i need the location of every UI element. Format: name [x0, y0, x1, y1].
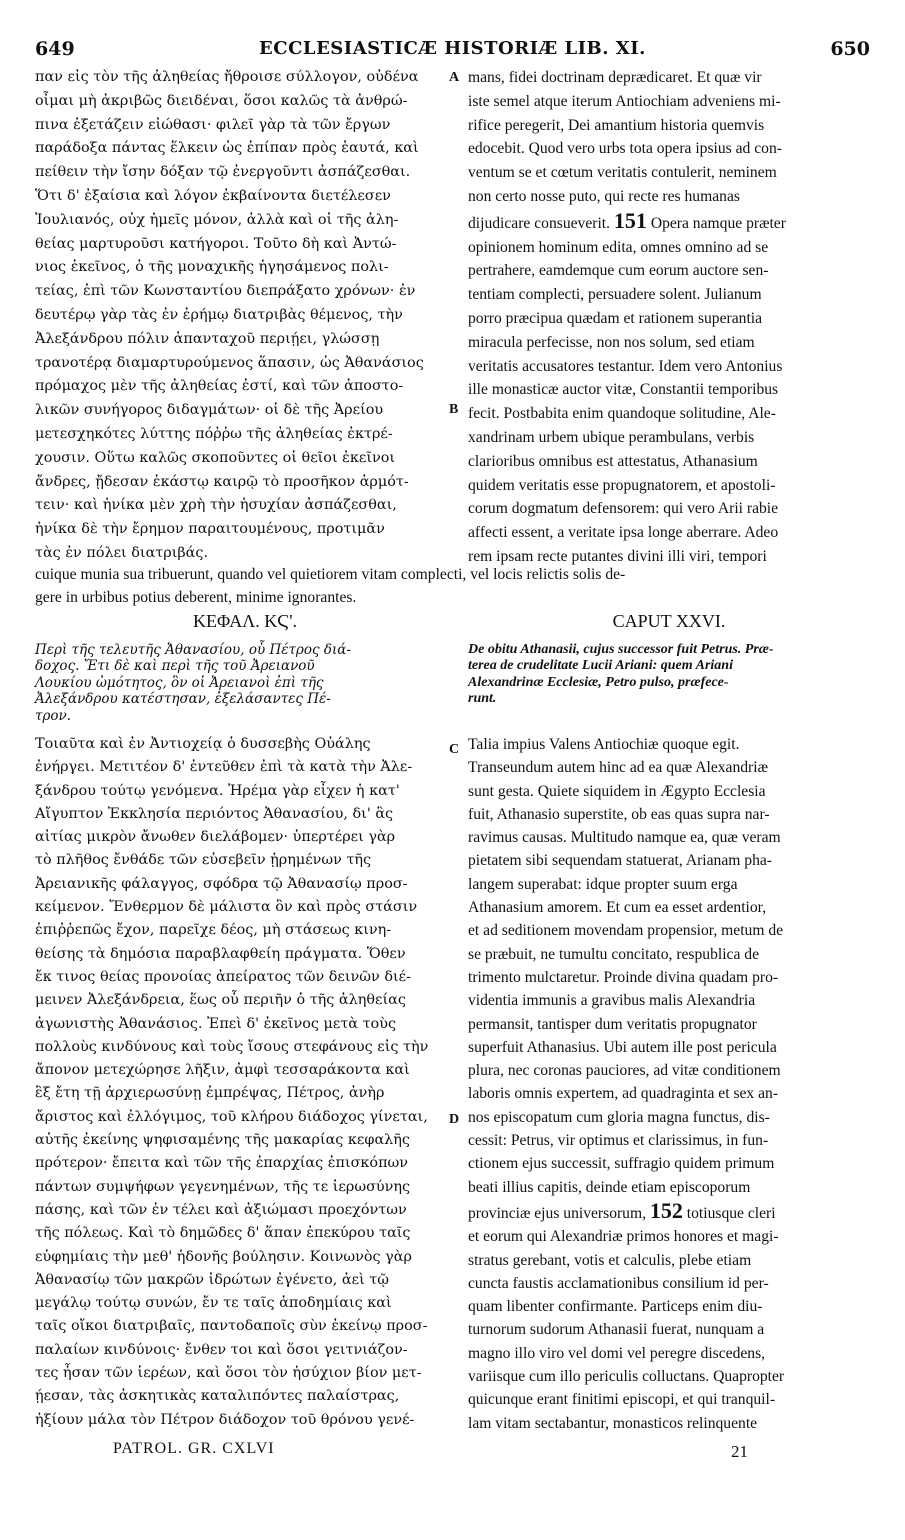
greek-text-line: ξάνδρου τούτῳ γενόμενα. Ἠρέμα γὰρ εἶχεν ἡ κατ': [35, 782, 400, 799]
greek-text-line: παν εἰς τὸν τῆς ἀληθείας ἤθροισε σύλλογον, οὐδένα: [35, 69, 419, 85]
latin-text-line: et eorum qui Alexandriæ primos honores et magi-: [468, 1228, 779, 1246]
summary-line: τρον.: [35, 707, 72, 724]
continuation-text: [35, 563, 870, 609]
latin-column-bottom: [468, 733, 870, 1435]
greek-text-line: μεγάλῳ τούτῳ συνών, ἔν τε ταῖς ἀποδημίαις καὶ: [35, 1295, 392, 1312]
greek-text-line: Ἀλεξάνδρου πόλιν ἁπανταχοῦ περιῄει, γλώσσῃ: [35, 330, 380, 347]
greek-text-line: τὸ πλῆθος ἔνθάδε τῶν εὐσεβεῖν ᾑρημένων τῆς: [35, 852, 372, 869]
greek-column-top: [35, 66, 455, 566]
greek-text-line: Αἴγυπτον Ἐκκλησία περιόντος Ἀθανασίου, δι' ἃς: [35, 805, 394, 822]
greek-text-line: οἶμαι μὴ ἀκριβῶς διειδέναι, ὅσοι καλῶς τὰ ἀνθρώ-: [35, 92, 408, 109]
summary-line: runt.: [468, 691, 497, 707]
latin-text-line: dijudicare consueverit. 151 Opera namque præter: [468, 207, 786, 233]
latin-column-top: [468, 66, 870, 569]
running-title: ECCLESIASTICÆ HISTORIÆ LIB. XI.: [259, 38, 646, 59]
greek-text-line: Ἰουλιανός, οὐχ ἡμεῖς μόνον, ἀλλὰ καὶ οἱ τῆς ἀλη-: [35, 211, 399, 228]
footer-signature: PATROL. GR. CXLVI: [113, 1440, 275, 1457]
greek-text-line: κείμενον. Ἔνθερμον δὲ μάλιστα ὂν καὶ πρὸς στάσιν: [35, 899, 418, 916]
greek-text-line: τες ἦσαν τῶν ἱερέων, καὶ ὅσοι τὸν ἡσύχιον βίον μετ-: [35, 1365, 422, 1382]
greek-text-line: πείθειν τὴν ἴσην δόξαν τῷ ἐνεργοῦντι ἀσπάζεσθαι.: [35, 164, 411, 181]
greek-text-line: τείας, ἐπὶ τῶν Κωνσταντίου διεπράξατο χρόνων· ἐν: [35, 283, 416, 300]
page-number-right: 650: [830, 38, 870, 60]
latin-text-line: variisque cum illo periculis colluctans. Quapropter: [468, 1368, 785, 1386]
latin-text-line: superfuit Athanasius. Ubi autem ille post pericula: [468, 1038, 777, 1056]
greek-text-line: ἓξ ἔτη τῇ ἀρχιερωσύνῃ ἐμπρέψας, Πέτρος, ἀνὴρ: [35, 1085, 385, 1102]
greek-text-line: μεινεν Ἀλεξάνδρεια, ἕως οὗ περιῆν ὁ τῆς ἀληθείας: [35, 992, 406, 1009]
latin-text-line: trimento mulctaretur. Proinde divina quadam pro-: [468, 968, 779, 986]
latin-text-line: pertrahere, eamdemque cum eorum auctore sen-: [468, 262, 769, 280]
page-number-left: 649: [35, 38, 75, 60]
latin-text-line: magno illo viro vel domi vel peregre discedens,: [468, 1344, 766, 1362]
latin-text-line: pietatem sibi sequendam statuerat, Arianam pha-: [468, 852, 772, 870]
greek-text-line: παλαίων κινδύνοις· ἔνθεν τοι καὶ ὅσοι γειτνιάζον-: [35, 1341, 408, 1358]
latin-text-line: corum dogmatum defensorem: qui vero Arii rabie: [468, 500, 779, 518]
latin-text-line: fecit. Postbabita enim quandoque solitudine, Ale-: [468, 405, 776, 423]
greek-text-line: ἠξίουν μάλα τὸν Πέτρον διάδοχον τοῦ θρόνου γενέ-: [35, 1411, 415, 1428]
latin-text-line: Talia impius Valens Antiochiæ quoque egit.: [468, 736, 740, 753]
greek-text-line: ῄεσαν, τὰς ἀσκητικὰς καταλιπόντες παλαίστρας,: [35, 1388, 400, 1405]
latin-text-line: rem ipsam recte putantes divini illi viri, tempori: [468, 547, 767, 565]
greek-text-line: Ἀθανασίῳ τῶν μακρῶν ἱδρώτων ἐγένετο, ἀεὶ τῷ: [35, 1271, 389, 1288]
chapter-summary-latin: [468, 642, 870, 708]
greek-text-line: μετεσχηκότες λύττης πόῤῥω τῆς ἀληθείας ἐκτρέ-: [35, 425, 393, 442]
latin-text-line: turnorum sudorum Athanasii fuerat, nunquam a: [468, 1321, 765, 1339]
latin-text-line: Athanasium amorem. Et cum ea esset ardentior,: [468, 899, 767, 917]
summary-line: De obitu Athanasii, cujus successor fuit Petrus. Præ-: [468, 642, 774, 657]
summary-line: Λουκίου ὠμότητος, ὃν οἱ Ἀρειανοὶ ἐπὶ τῆς: [35, 674, 324, 691]
greek-text-line: νιος ἐκεῖνος, ὁ τῆς μοναχικῆς ἡγησάμενος πολι-: [35, 259, 389, 276]
latin-text-line: non certo nosse puto, qui recte res humanas: [468, 187, 740, 205]
latin-text-line: opinionem hominum edita, omnes omnino ad se: [468, 238, 769, 256]
greek-text-line: τῆς πόλεως. Καὶ τὸ δημῶδες δ' ἅπαν ἐπεκύρου ταῖς: [35, 1225, 411, 1242]
margin-mark-d: D: [449, 1112, 460, 1127]
greek-text-line: πάντων συμψήφων γεγενημένων, τῆς τε ἱερωσύνης: [35, 1178, 411, 1195]
greek-text-line: ἔκ τινος θείας προνοίας ἀπείρατος τῶν δεινῶν διέ-: [35, 968, 411, 985]
greek-text-line: ἀγωνιστὴς Ἀθανάσιος. Ἐπεὶ δ' ἐκεῖνος μετὰ τοὺς: [35, 1015, 397, 1032]
greek-text-line: τὰς ἐν πόλει διατριβάς.: [35, 544, 209, 561]
greek-text-line: αὐτῆς ἐκείνης ψηφισαμένης τῆς μακαρίας κεφαλῆς: [35, 1132, 410, 1149]
latin-text-line: iste semel atque iterum Antiochiam adveniens mi-: [468, 92, 781, 110]
greek-text-line: χουσιν. Οὕτω καλῶς σκοποῦντες οἱ θεῖοι ἐκεῖνοι: [35, 449, 396, 466]
latin-text-line: miracula perfecisse, non nos solum, sed etiam: [468, 333, 755, 351]
latin-text-line: sunt gesta. Quiete siquidem in Ægypto Ecclesia: [468, 782, 766, 800]
greek-text-line: ἐπιῤῥεπῶς ἔχον, παρεῖχε δέος, μὴ στάσεως κινη-: [35, 922, 392, 939]
margin-mark-c: C: [449, 742, 460, 757]
chapter-heading-greek: ΚΕΦΑΛ. ΚϚ'.: [192, 611, 298, 631]
latin-text-line: mans, fidei doctrinam deprædicaret. Et quæ vir: [468, 69, 762, 86]
greek-text-line: τειν· καὶ ἡνίκα μὲν χρὴ τὴν ἡσυχίαν ἀσπάζεσθαι,: [35, 497, 397, 514]
chapter-heading-latin: CAPUT XXVI.: [612, 611, 726, 631]
latin-text-line: se præbuit, ne tumultu concitato, respublica de: [468, 945, 760, 963]
latin-text-line: porro præcipua quædam et rationem superantia: [468, 309, 763, 327]
greek-text-line: παράδοξα πάντας ἕλκειν ὡς ἐπίπαν πρὸς ἑαυτά, καὶ: [35, 140, 419, 157]
latin-text-line: edocebit. Quod vero urbs tota opera ipsius ad con-: [468, 140, 782, 158]
latin-text-line: veritatis accusatores testantur. Idem vero Antonius: [468, 357, 783, 375]
greek-text-line: τρανοτέρᾳ διαμαρτυρούμενος ἅπασιν, ὡς Ἀθανάσιος: [35, 354, 424, 371]
page-header: [35, 38, 870, 62]
latin-text-line: tentiam complecti, persuadere solent. Julianum: [468, 286, 762, 304]
latin-text-line: permansit, tantisper dum veritatis propugnator: [468, 1015, 757, 1033]
greek-text-line: ἄριστος καὶ ἐλλόγιμος, τοῦ κλήρου διάδοχος γίνεται,: [35, 1108, 428, 1125]
latin-text-line: Transeundum autem hinc ad ea quæ Alexandriæ: [468, 759, 768, 777]
latin-text-line: ille monasticæ auctor vitæ, Constantii temporibus: [468, 381, 779, 399]
greek-text-line: Ἀρειανικῆς φάλαγγος, σφόδρα τῷ Ἀθανασίῳ προσ-: [35, 875, 408, 892]
latin-text-line: cuncta faustis acclamationibus consilium id per-: [468, 1274, 769, 1292]
footer-number: 21: [731, 1442, 748, 1461]
latin-text-line: cuique munia sua tribuerunt, quando vel quietiorem vitam complecti, vel locis relictis solis de-: [35, 566, 626, 583]
latin-text-line: beati illius capitis, deinde etiam episcoporum: [468, 1178, 751, 1196]
greek-text-line: ἐνήργει. Μετιτέον δ' ἐντεῦθεν ἐπὶ τὰ κατὰ τὴν Ἀλε-: [35, 759, 413, 776]
latin-text-line: provinciæ ejus universorum, 152 totiusque cleri: [468, 1197, 776, 1223]
latin-text-line: quam libenter confirmante. Particeps enim diu-: [468, 1298, 763, 1316]
latin-text-line: affecti essent, a veritate ipsa longe aberrare. Adeo: [468, 524, 779, 542]
latin-text-line: clarioribus omnibus est attestatus, Athanasium: [468, 452, 758, 470]
latin-text-line: ventum se et cœtum veritatis contulerit, neminem: [468, 164, 777, 182]
greek-text-line: αἰτίας μικρὸν ἄνωθεν διελάβομεν· ὑπερτέρει γὰρ: [35, 829, 396, 846]
greek-text-line: πρότερον· ἔπειτα καὶ τῶν τῆς ἐπαρχίας ἐπισκόπων: [35, 1155, 409, 1172]
greek-text-line: πρόμαχος μὲν τῆς ἀληθείας ἐστί, καὶ τῶν ἀποστο-: [35, 378, 404, 395]
margin-mark-a: A: [449, 70, 460, 85]
greek-text-line: ἄπονον μετεχώρησε λῆξιν, ἀμφὶ τεσσαράκοντα καὶ: [35, 1062, 410, 1079]
latin-text-line: quicunque erant finitimi episcopi, et qui tranquil-: [468, 1391, 776, 1409]
latin-text-line: laboris omnis expertem, ad quadraginta et sex an-: [468, 1085, 779, 1103]
latin-text-line: rifice peregerit, Dei amantium historia quemvis: [468, 116, 765, 134]
latin-text-line: fuit, Athanasio superstite, ob eas quas supra nar-: [468, 805, 770, 823]
latin-text-line: quidem veritatis esse propugnatorem, et apostoli-: [468, 476, 776, 494]
greek-text-line: πολλοὺς κινδύνους καὶ τοὺς ἴσους στεφάνους εἰς τὴν: [35, 1038, 429, 1055]
latin-text-line: nos episcopatum cum gloria magna functus, dis-: [468, 1108, 770, 1126]
greek-text-line: Ὅτι δ' ἐξαίσια καὶ λόγον ἐκβαίνοντα διετέλεσεν: [35, 187, 391, 204]
greek-text-line: λικῶν συνήγορος διδαγμάτων· οἱ δὲ τῆς Ἀρείου: [35, 402, 384, 419]
greek-text-line: ταῖς οἴκοι διατριβαῖς, παντοδαποῖς σὺν ἐκείνῳ προσ-: [35, 1318, 428, 1335]
summary-line: Περὶ τῆς τελευτῆς Ἀθανασίου, οὗ Πέτρος διά-: [35, 642, 351, 658]
greek-text-line: θείας μαρτυροῦσι κατήγοροι. Τοῦτο δὴ καὶ Ἀντώ-: [35, 235, 397, 252]
latin-text-line: stratus gerebant, votis et calculis, plebe etiam: [468, 1251, 752, 1269]
page-marker: 152: [649, 1197, 683, 1223]
latin-text-line: langem superabat: idque propter suum erga: [468, 875, 738, 893]
latin-text-line: lam vitam sectabantur, monasticos relinquente: [468, 1414, 758, 1432]
latin-text-line: et ad seditionem movendam propensior, metum de: [468, 922, 784, 940]
greek-text-line: εὐφημίαις τὴν μεθ' ἡδονῆς βούλησιν. Κοινωνὸς γὰρ: [35, 1248, 412, 1265]
summary-line: δοχος. Ἔτι δὲ καὶ περὶ τῆς τοῦ Ἀρειανοῦ: [35, 658, 315, 675]
latin-text-line: gere in urbibus potius deberent, minime ignorantes.: [35, 589, 357, 606]
latin-text-line: ctionem ejus successit, suffragio quidem primum: [468, 1155, 775, 1173]
chapter-summary-greek: [35, 642, 455, 724]
greek-text-line: πάσης, καὶ τῶν ἐν τέλει καὶ ἀξιώμασι προεχόντων: [35, 1201, 407, 1218]
latin-text-line: videntia immunis a gravibus malis Alexandria: [468, 992, 756, 1010]
greek-text-line: θείσης τὰ δημόσια παραβλαφθείη πράγματα. Ὅθεν: [35, 945, 406, 962]
greek-text-line: Τοιαῦτα καὶ ἐν Ἀντιοχείᾳ ὁ δυσσεβὴς Οὐάλης: [35, 736, 371, 752]
latin-text-line: xandrinam urbem ubique perambulans, verbis: [468, 428, 755, 446]
latin-text-line: cessit: Petrus, vir optimus et clarissimus, in fun-: [468, 1132, 769, 1150]
summary-line: Ἀλεξάνδρου κατέστησαν, ἐξελάσαντες Πέ-: [35, 691, 331, 708]
summary-line: Alexandrinæ Ecclesiæ, Petro pulso, præfece-: [468, 674, 729, 690]
greek-text-line: ἄνδρες, ᾔδεσαν ἑκάστῳ καιρῷ τὸ προσῆκον ἁρμότ-: [35, 473, 409, 490]
summary-line: terea de crudelitate Lucii Ariani: quem Ariani: [468, 658, 733, 674]
page-marker: 151: [613, 207, 647, 233]
latin-text-line: ravimus causas. Multitudo namque ea, quæ veram: [468, 829, 781, 847]
greek-text-line: δευτέρῳ γὰρ τὰς ἐν ἐρήμῳ διατριβὰς θέμενος, τὴν: [35, 306, 403, 323]
greek-column-bottom: [35, 733, 455, 1432]
latin-text-line: plura, nec coronas pauciores, ad vitæ conditionem: [468, 1062, 781, 1080]
greek-text-line: ἡνίκα δὲ τὴν ἔρημον παραιτουμένους, προτιμᾶν: [35, 521, 385, 538]
margin-mark-b: B: [449, 402, 459, 417]
greek-text-line: πινα ἐξετάζειν εἰώθασι· φιλεῖ γὰρ τὰ τῶν ἔργων: [35, 116, 391, 133]
